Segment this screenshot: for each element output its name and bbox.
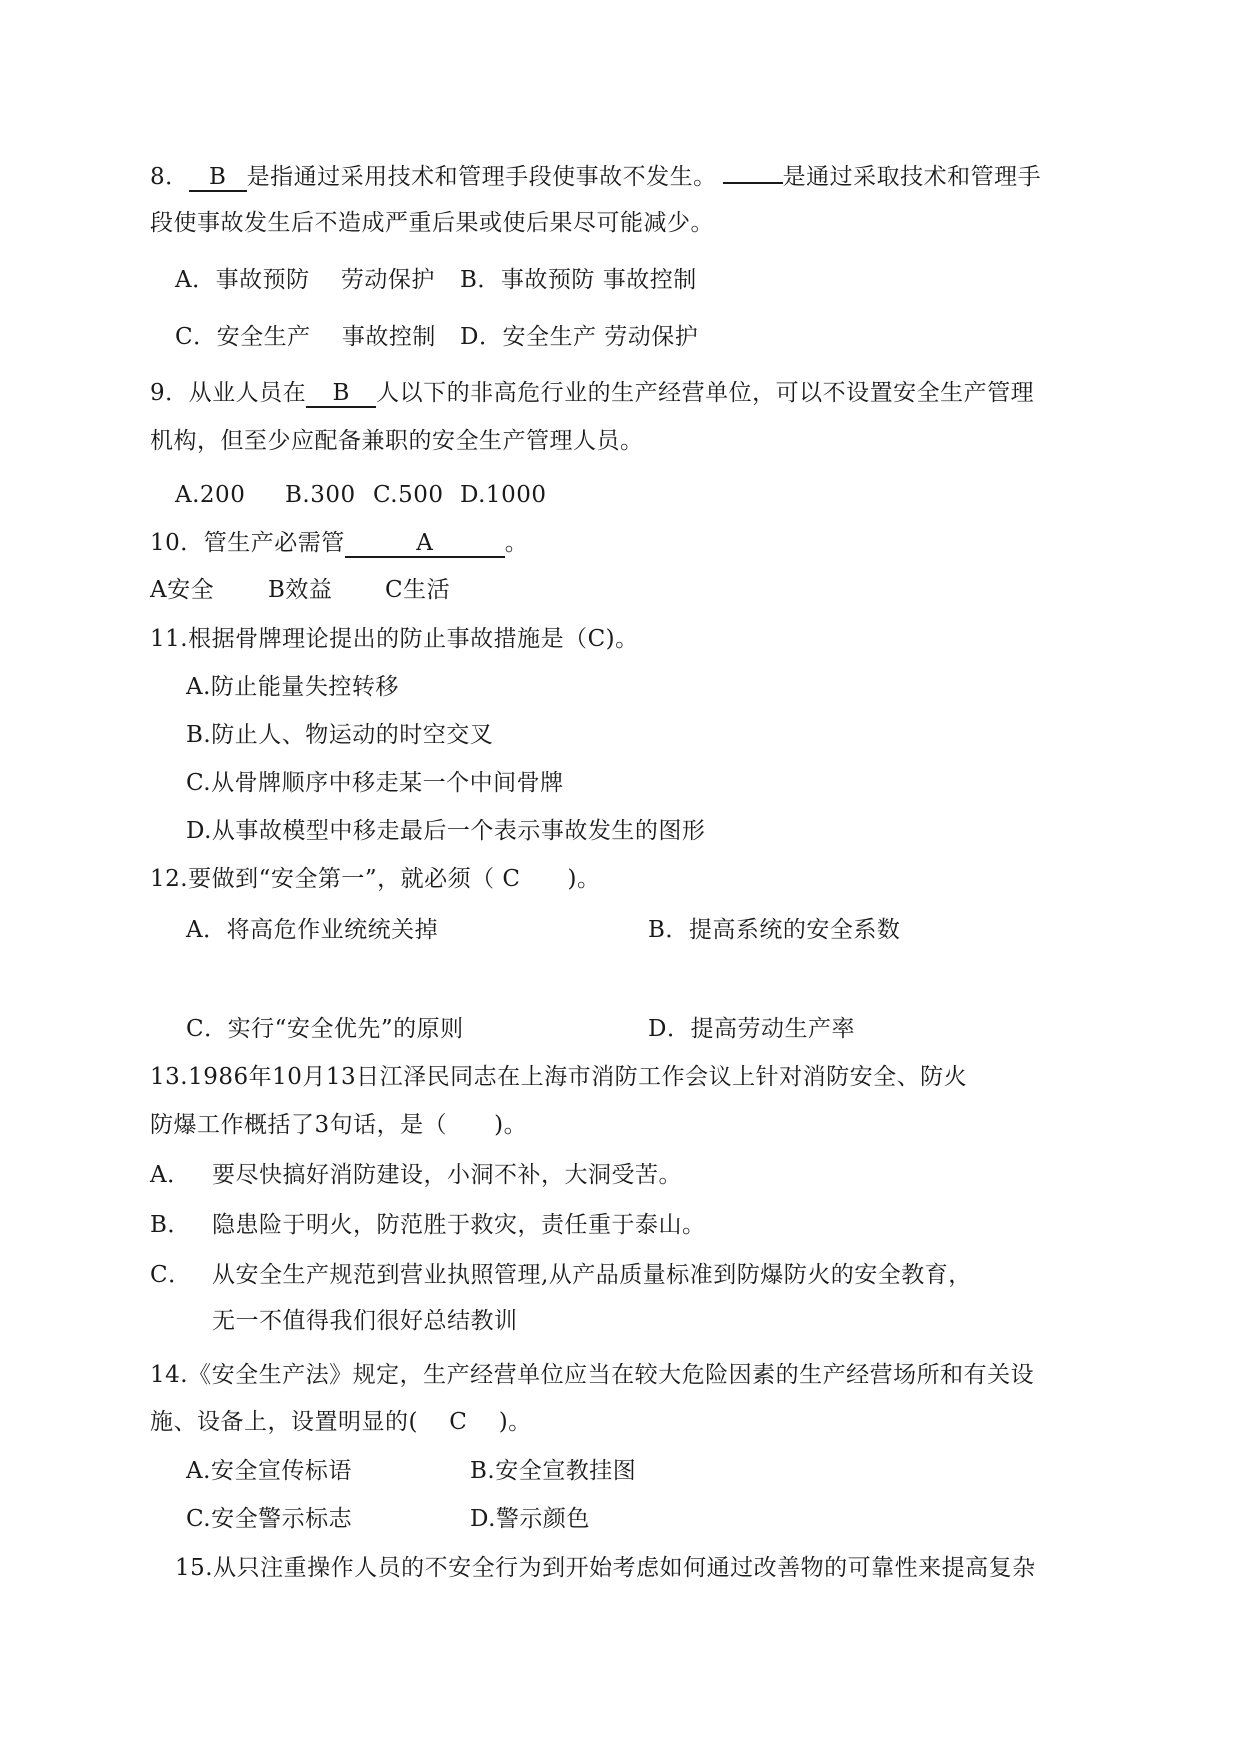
q13-option-c-line2: 无一不值得我们很好总结教训 bbox=[212, 1308, 518, 1334]
q15-stem-line1: 15.从只注重操作人员的不安全行为到开始考虑如何通过改善物的可靠性来提高复杂 bbox=[175, 1555, 1036, 1581]
q11-option-c: C.从骨牌顺序中移走某一个中间骨牌 bbox=[186, 770, 564, 796]
q8-option-d: D．安全生产 劳动保护 bbox=[460, 324, 699, 350]
q9-stem-line1 bbox=[150, 378, 1034, 408]
q9-option-a: A.200 bbox=[175, 482, 246, 508]
q13-option-a: 要尽快搞好消防建设，小洞不补，大洞受苦。 bbox=[212, 1162, 682, 1188]
q9-stem-line2: 机构，但至少应配备兼职的安全生产管理人员。 bbox=[150, 428, 644, 454]
q14-option-d: D.警示颜色 bbox=[470, 1506, 590, 1532]
q8-option-b: B．事故预防 事故控制 bbox=[460, 267, 697, 293]
q13-option-b: 隐患险于明火，防范胜于救灾，责任重于泰山。 bbox=[212, 1212, 706, 1238]
q8-option-c: C．安全生产 事故控制 bbox=[175, 324, 436, 350]
q8-option-a: A．事故预防 劳动保护 bbox=[175, 267, 435, 293]
q14-option-a: A.安全宣传标语 bbox=[186, 1458, 352, 1484]
q14-option-b: B.安全宣教挂图 bbox=[470, 1458, 637, 1484]
q12-stem: 12.要做到“安全第一”，就必须（ C )。 bbox=[150, 866, 601, 892]
q11-option-d: D.从事故模型中移走最后一个表示事故发生的图形 bbox=[186, 818, 706, 844]
q13-label-c: C． bbox=[150, 1262, 192, 1288]
q11-option-b: B.防止人、物运动的时空交叉 bbox=[186, 722, 494, 748]
q10-number: 10．管生产必需管 bbox=[150, 530, 345, 556]
q13-option-c: 从安全生产规范到营业执照管理,从产品质量标准到防爆防火的安全教育， bbox=[212, 1262, 972, 1288]
q9-option-d: D.1000 bbox=[460, 482, 547, 508]
q10-option-c: C生活 bbox=[385, 577, 451, 603]
q12-option-a: A．将高危作业统统关掉 bbox=[186, 917, 439, 943]
q10-option-b: B效益 bbox=[268, 577, 333, 603]
q13-stem-line2: 防爆工作概括了3句话，是（ )。 bbox=[150, 1112, 528, 1138]
q13-stem-line1: 13.1986年10月13日江泽民同志在上海市消防工作会议上针对消防安全、防火 bbox=[150, 1064, 968, 1090]
q12-option-b: B．提高系统的安全系数 bbox=[648, 917, 901, 943]
q8-answer: B bbox=[189, 164, 247, 192]
q11-option-a: A.防止能量失控转移 bbox=[186, 674, 399, 700]
q8-stem-line2: 段使事故发生后不造成严重后果或使后果尽可能减少。 bbox=[150, 210, 714, 236]
q11-stem: 11.根据骨牌理论提出的防止事故措施是（C)。 bbox=[150, 626, 639, 652]
q12-option-d: D．提高劳动生产率 bbox=[648, 1016, 855, 1042]
q8-blank bbox=[723, 160, 783, 184]
q8-text1: 是指通过采用技术和管理手段使事故不发生。 bbox=[246, 164, 717, 190]
q12-option-c: C．实行“安全优先”的原则 bbox=[186, 1016, 464, 1042]
q14-option-c: C.安全警示标志 bbox=[186, 1506, 353, 1532]
q14-stem-line2: 施、设备上，设置明显的( C )。 bbox=[150, 1409, 532, 1435]
q10-end: 。 bbox=[504, 530, 529, 556]
q10-answer: A bbox=[345, 530, 505, 558]
q9-option-b: B.300 bbox=[285, 482, 356, 508]
q13-label-a: A． bbox=[150, 1162, 191, 1188]
q10-option-a: A安全 bbox=[150, 577, 215, 603]
q9-text1: 人以下的非高危行业的生产经营单位，可以不设置安全生产管理 bbox=[376, 380, 1035, 406]
q10-stem bbox=[150, 528, 528, 558]
q9-option-c: C.500 bbox=[373, 482, 444, 508]
q14-stem-line1: 14.《安全生产法》规定，生产经营单位应当在较大危险因素的生产经营场所和有关设 bbox=[150, 1362, 1035, 1388]
q8-text2: 是通过采取技术和管理手 bbox=[782, 164, 1042, 190]
q9-number: 9．从业人员在 bbox=[150, 380, 307, 406]
q13-label-b: B． bbox=[150, 1212, 191, 1238]
q8-stem-line1 bbox=[150, 160, 1041, 192]
q9-answer: B bbox=[306, 380, 376, 408]
q8-number: 8． bbox=[150, 164, 189, 190]
